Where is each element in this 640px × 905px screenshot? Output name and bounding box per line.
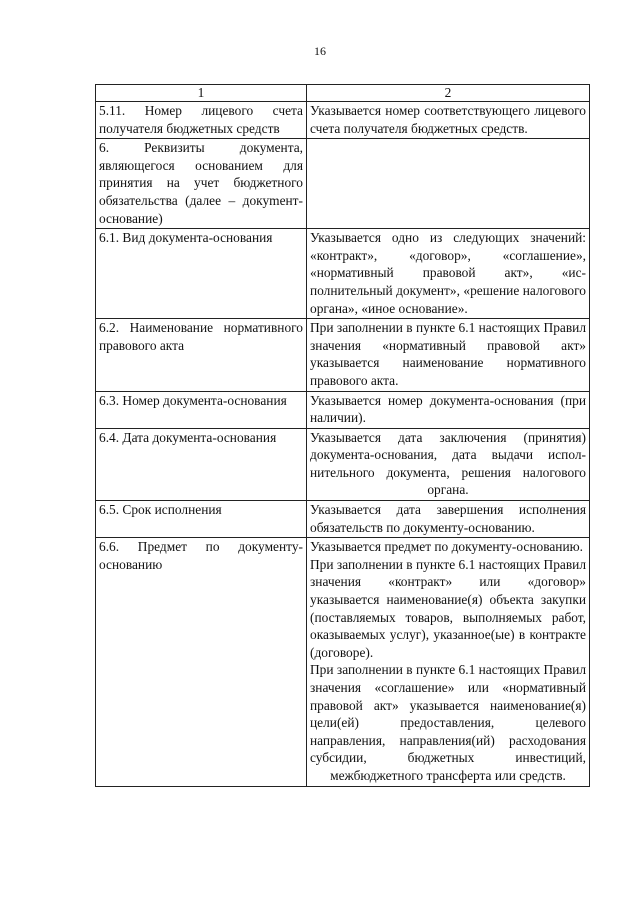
- table-row: [96, 139, 590, 229]
- column-header-2: 2: [307, 85, 590, 102]
- field-description-cell: [307, 102, 590, 139]
- table-row: [96, 501, 590, 538]
- description-paragraph: При заполнении в пункте 6.1 настоящих Правил значения «соглашение» или «нормативный правовой акт» указывается наименование(я) цели(ей) предоставления, целевого направления, направления(ий) расходования субсидии, бюджетных инвестиций, межбюджетного трансферта или средств.: [310, 662, 586, 783]
- table-row: [96, 391, 590, 428]
- description-paragraph: Указывается предмет по документу-основанию.: [310, 539, 583, 555]
- description-paragraph: Указывается дата завершения исполнения обязательств по документу-основанию.: [310, 502, 586, 535]
- page-number: 16: [314, 44, 326, 58]
- field-name-cell: 6.6. Предмет по документу-основанию: [96, 538, 307, 786]
- field-name-cell: 6.3. Номер документа-основания: [96, 391, 307, 428]
- field-name-cell: 5.11. Номер лицевого счета получателя бюджетных средств: [96, 102, 307, 139]
- field-description-cell: [307, 319, 590, 391]
- field-description-cell: [307, 139, 590, 229]
- requirements-table: [95, 84, 590, 787]
- description-paragraph: При заполнении в пункте 6.1 настоящих Правил значения «нормативный правовой акт» указывается наименование нормативного правового акта.: [310, 320, 586, 388]
- column-header-1: 1: [96, 85, 307, 102]
- description-paragraph: Указывается одно из следующих значений: «контракт», «договор», «соглашение», «нормативный правовой акт», «исполнительный документ», «решение налогового органа», «иное основание».: [310, 230, 586, 316]
- field-name-cell: 6.2. Наименование нормативного правового акта: [96, 319, 307, 391]
- field-description-cell: [307, 391, 590, 428]
- table-header-row: [96, 85, 590, 102]
- field-description-cell: [307, 538, 590, 786]
- field-name-cell: 6. Реквизиты документа, являющегося основанием для принятия на учет бюджетного обязательства (далее – докуmент-основание): [96, 139, 307, 229]
- table-row: [96, 229, 590, 319]
- field-description-cell: [307, 428, 590, 500]
- table-row: [96, 428, 590, 500]
- field-name-cell: 6.1. Вид документа-основания: [96, 229, 307, 319]
- description-paragraph: При заполнении в пункте 6.1 настоящих Правил значения «контракт» или «договор» указывается наименование(я) объекта закупки (поставляемых товаров, выполняемых работ, оказываемых услуг), указанное(ые) в контракте (договоре).: [310, 556, 586, 660]
- field-description-cell: [307, 501, 590, 538]
- table-row: [96, 102, 590, 139]
- field-description-cell: [307, 229, 590, 319]
- description-paragraph: Указывается дата заключения (принятия) документа-основания, дата выдачи исполнительного документа, решения налогового органа.: [310, 429, 586, 498]
- table-row: [96, 319, 590, 391]
- field-name-cell: 6.5. Срок исполнения: [96, 501, 307, 538]
- description-paragraph: Указывается номер соответствующего лицевого счета получателя бюджетных средств.: [310, 103, 586, 136]
- table-row: [96, 538, 590, 786]
- description-paragraph: Указывается номер документа-основания (при наличии).: [310, 392, 586, 426]
- field-name-cell: 6.4. Дата документа-основания: [96, 428, 307, 500]
